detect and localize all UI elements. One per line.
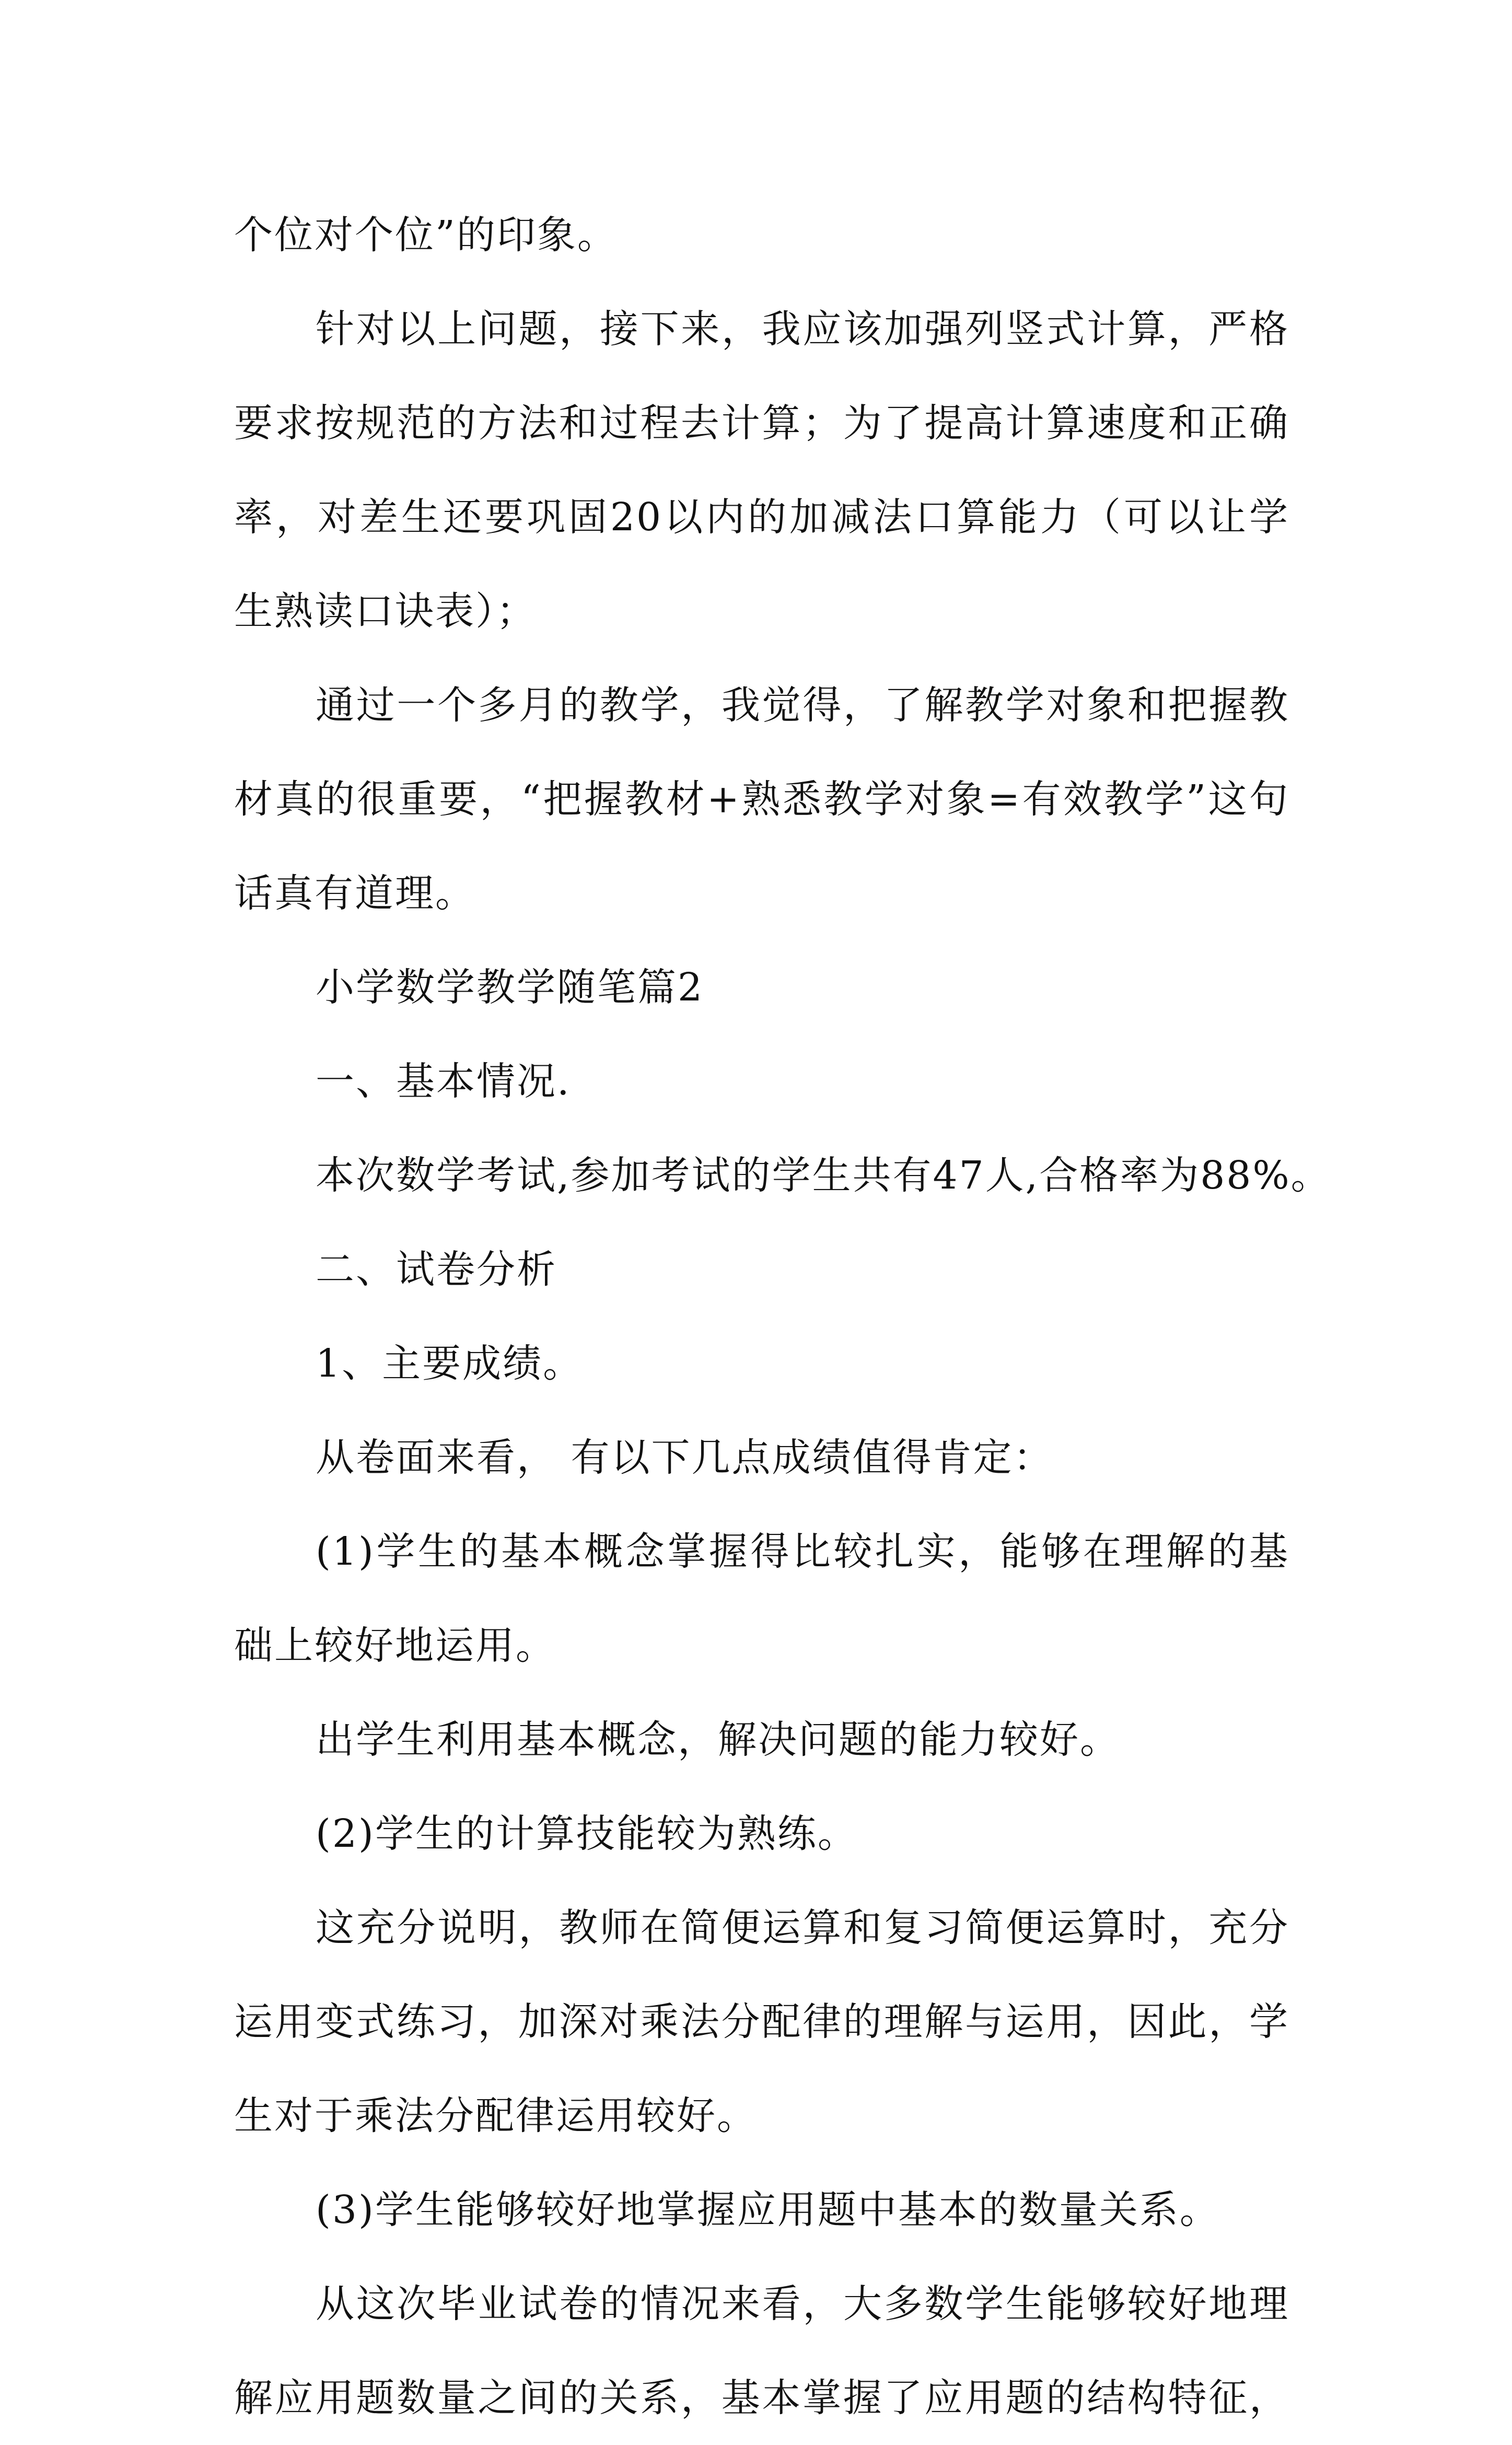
text-line: 1、主要成绩。 [316,1341,584,1386]
text-line: 个位对个位”的印象。 [234,213,618,258]
text-line: 话真有道理。 [234,871,475,916]
text-line: 本次数学考试,参加考试的学生共有47人,合格率为88%。 [316,1153,1331,1198]
text-line: 出学生利用基本概念，解决问题的能力较好。 [316,1717,1120,1762]
text-line: 从卷面来看， 有以下几点成绩值得肯定： [316,1435,1054,1480]
text-line: (1)学生的基本概念掌握得比较扎实，能够在理解的基 [316,1529,1289,1574]
text-line: 生对于乘法分配律运用较好。 [234,2093,757,2138]
text-line: 材真的很重要，“把握教材+熟悉教学对象=有效教学”这句 [234,777,1289,822]
text-line: 这充分说明，教师在简便运算和复习简便运算时，充分 [316,1905,1289,1950]
text-line: 要求按规范的方法和过程去计算；为了提高计算速度和正确 [234,401,1289,446]
text-line: 解应用题数量之间的关系，基本掌握了应用题的结构特征， [234,2376,1289,2420]
text-line: (3)学生能够较好地掌握应用题中基本的数量关系。 [316,2187,1220,2232]
text-line: 二、试卷分析 [316,1247,557,1292]
text-line: 小学数学教学随笔篇2 [316,965,704,1010]
body-text [234,188,1331,2445]
text-line: (2)学生的计算技能较为熟练。 [316,1811,858,1856]
text-line: 率，对差生还要巩固20以内的加减法口算能力（可以让学 [234,495,1289,540]
text-line: 从这次毕业试卷的情况来看，大多数学生能够较好地理 [316,2281,1289,2326]
text-line: 通过一个多月的教学，我觉得，了解教学对象和把握教 [316,683,1289,728]
text-line: 础上较好地运用。 [234,1623,556,1668]
text-line: 针对以上问题，接下来，我应该加强列竖式计算，严格 [316,307,1289,352]
text-line: 生熟读口诀表）； [234,589,537,634]
text-line: 运用变式练习，加深对乘法分配律的理解与运用，因此，学 [234,1999,1289,2044]
text-line: 一、基本情况. [316,1059,571,1104]
